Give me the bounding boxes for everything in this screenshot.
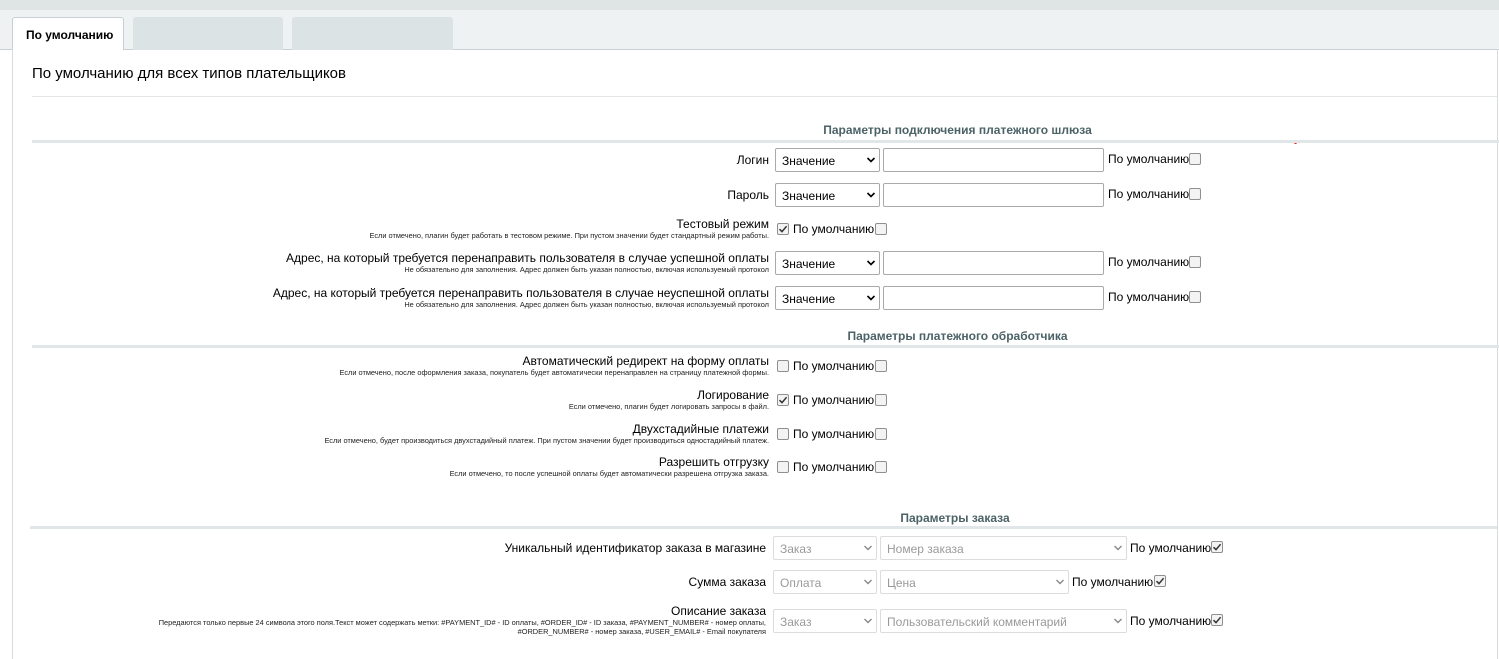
password-input[interactable] (883, 183, 1104, 207)
order-id-label: Уникальный идентификатор заказа в магазине (504, 541, 766, 555)
auto-redirect-checkbox[interactable] (777, 360, 789, 372)
default-label: По умолчанию (793, 460, 875, 474)
fail-url-type-select[interactable]: Значение (775, 286, 880, 310)
top-bar (0, 0, 1499, 10)
auto-redirect-label: Автоматический редирект на форму оплаты Если отмечено, после оформления заказа, покупатель будет автоматически перенаправлен на страницу платежной формы. (339, 354, 769, 377)
checkmark-icon (778, 224, 788, 234)
tab-3[interactable] (292, 17, 453, 50)
chevron-down-icon (863, 616, 873, 626)
description-default-checkbox[interactable] (1211, 614, 1223, 626)
logging-checkbox[interactable] (777, 394, 789, 406)
section-rule (30, 526, 1497, 529)
test-mode-checkbox[interactable] (777, 223, 789, 235)
two-stage-checkbox[interactable] (777, 428, 789, 440)
two-stage-label: Двухстадийные платежи Если отмечено, будет производиться двухстадийный платеж. При пустом значении будет производиться одностадийный платеж. (324, 422, 769, 445)
success-url-input[interactable] (883, 251, 1104, 275)
success-url-type-select[interactable]: Значение (775, 251, 880, 275)
logging-label: Логирование Если отмечено, плагин будет логировать запросы в файл. (568, 388, 769, 411)
default-label: По умолчанию (1130, 541, 1212, 555)
allow-shipment-label: Разрешить отгрузку Если отмечено, то после успешной оплаты будет автоматически разрешена отгрузка заказа. (449, 455, 769, 478)
success-url-default-checkbox[interactable] (1189, 256, 1201, 268)
tab-label: По умолчанию (26, 28, 114, 42)
checkmark-icon (1212, 542, 1222, 552)
test-mode-default-checkbox[interactable] (875, 223, 887, 235)
chevron-down-icon (866, 258, 876, 268)
page-title: По умолчанию для всех типов плательщиков (32, 65, 346, 82)
default-label: По умолчанию (793, 222, 875, 236)
chevron-down-icon (1113, 543, 1123, 553)
password-label: Пароль (727, 188, 769, 202)
default-label: По умолчанию (1072, 575, 1154, 589)
logging-default-checkbox[interactable] (875, 394, 887, 406)
checkmark-icon (778, 395, 788, 405)
login-type-select[interactable]: Значение (775, 148, 880, 172)
login-input[interactable] (883, 148, 1104, 172)
default-label: По умолчанию (1108, 187, 1190, 201)
password-default-checkbox[interactable] (1189, 188, 1201, 200)
checkmark-icon (1155, 576, 1165, 586)
test-mode-label: Тестовый режим Если отмечено, плагин будет работать в тестовом режиме. При пустом значении будет стандартный режим работы. (369, 217, 769, 240)
default-label: По умолчанию (1108, 255, 1190, 269)
amount-value-select[interactable]: Цена (880, 570, 1069, 594)
section-rule (32, 345, 1499, 348)
chevron-down-icon (863, 543, 873, 553)
checkmark-icon (1212, 615, 1222, 625)
tab-2[interactable] (133, 17, 283, 50)
order-id-type-select[interactable]: Заказ (773, 536, 877, 560)
section-title-gateway: Параметры подключения платежного шлюза (823, 123, 1092, 137)
default-label: По умолчанию (793, 393, 875, 407)
title-divider (32, 96, 1497, 97)
section-title-handler: Параметры платежного обработчика (847, 329, 1068, 343)
default-label: По умолчанию (1108, 290, 1190, 304)
two-stage-default-checkbox[interactable] (875, 428, 887, 440)
chevron-down-icon (863, 577, 873, 587)
login-label: Логин (736, 153, 769, 167)
allow-shipment-checkbox[interactable] (777, 461, 789, 473)
fail-url-input[interactable] (883, 286, 1104, 310)
success-url-label: Адрес, на который требуется перенаправить пользователя в случае успешной оплаты Не обязательно для заполнения. Адрес должен быть указан полностью, включая используемый протокол (286, 251, 769, 274)
default-label: По умолчанию (1108, 152, 1190, 166)
default-label: По умолчанию (1130, 614, 1212, 628)
default-label: По умолчанию (793, 427, 875, 441)
default-label: По умолчанию (793, 359, 875, 373)
password-type-select[interactable]: Значение (775, 183, 880, 207)
description-value-select[interactable]: Пользовательский комментарий (880, 609, 1127, 633)
chevron-down-icon (1113, 616, 1123, 626)
order-id-value-select[interactable]: Номер заказа (880, 536, 1127, 560)
description-type-select[interactable]: Заказ (773, 609, 877, 633)
section-rule (32, 140, 1499, 143)
chevron-down-icon (866, 190, 876, 200)
section-title-order: Параметры заказа (900, 511, 1010, 525)
allow-shipment-default-checkbox[interactable] (875, 461, 887, 473)
description-label: Описание заказа Передаются только первые 24 символа этого поля.Текст может содержать метки: #PAYMENT_ID# - ID оплаты, #ORDER_ID# - ID заказа, #PAYMENT_NUMBER# - номер оплаты, #ORDER_NUMBER# - номер заказа, #USER_EMAIL# - Email покупателя (158, 604, 766, 636)
fail-url-default-checkbox[interactable] (1189, 291, 1201, 303)
tab-default[interactable] (12, 17, 124, 50)
amount-type-select[interactable]: Оплата (773, 570, 877, 594)
chevron-down-icon (1055, 577, 1065, 587)
chevron-down-icon (866, 155, 876, 165)
order-id-default-checkbox[interactable] (1211, 541, 1223, 553)
login-default-checkbox[interactable] (1189, 153, 1201, 165)
amount-label: Сумма заказа (688, 575, 766, 589)
fail-url-label: Адрес, на который требуется перенаправить пользователя в случае неуспешной оплаты Не обязательно для заполнения. Адрес должен быть указан полностью, включая используемый протокол (272, 286, 769, 309)
auto-redirect-default-checkbox[interactable] (875, 360, 887, 372)
chevron-down-icon (866, 293, 876, 303)
panel-border-left (12, 49, 13, 659)
amount-default-checkbox[interactable] (1154, 575, 1166, 587)
